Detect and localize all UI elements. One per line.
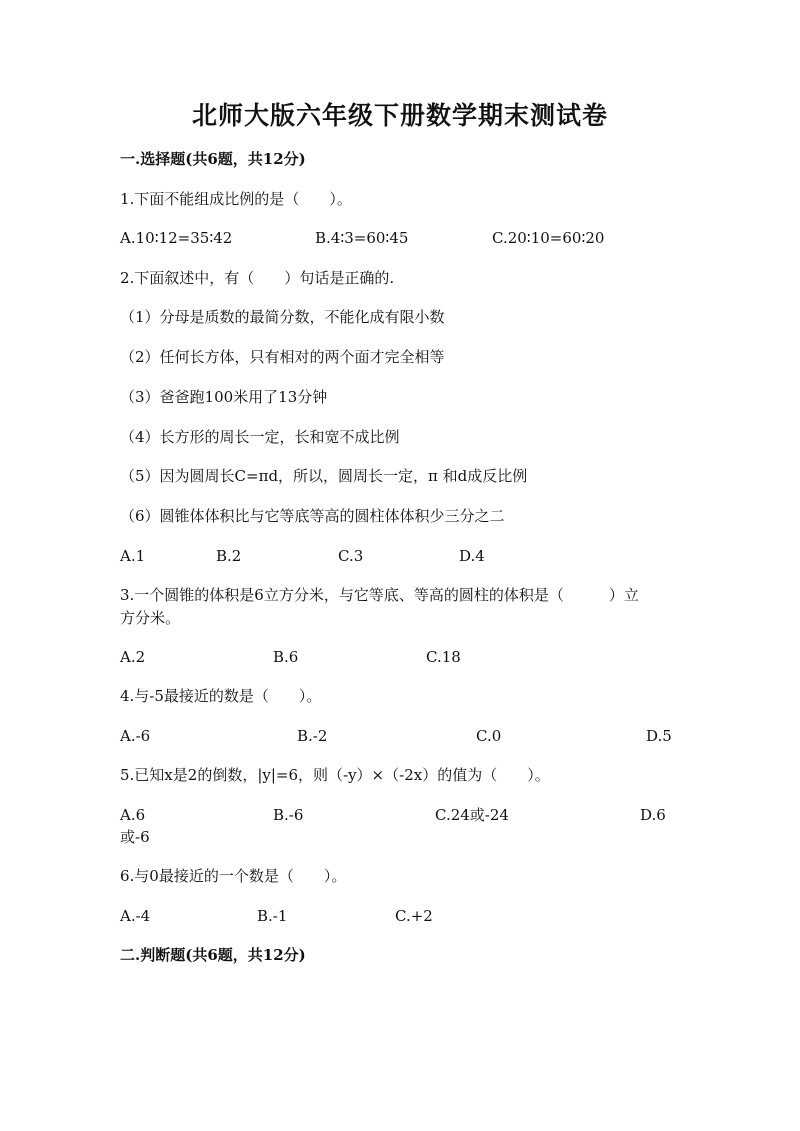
question-1-stem: 1.下面不能组成比例的是（ ）。 (120, 190, 352, 208)
question-6-option-c[interactable]: C.+2 (395, 907, 433, 925)
question-4-option-c[interactable]: C.0 (476, 727, 502, 745)
page-title: 北师大版六年级下册数学期末测试卷 (191, 101, 608, 130)
question-5-stem: 5.已知x是2的倒数，|y|=6，则（-y）×（-2x）的值为（ ）。 (120, 766, 550, 784)
question-4-stem: 4.与-5最接近的数是（ ）。 (120, 687, 322, 705)
question-1-option-b[interactable]: B.4∶3=60∶45 (315, 229, 409, 247)
question-2-statement-4: （4）长方形的周长一定，长和宽不成比例 (120, 428, 400, 446)
question-4-option-d[interactable]: D.5 (646, 727, 672, 745)
question-2-option-c[interactable]: C.3 (338, 547, 364, 565)
question-2-statement-5: （5）因为圆周长C=πd，所以，圆周长一定，π 和d成反比例 (120, 467, 528, 485)
question-5-option-d-wrap: 或-6 (120, 828, 150, 846)
question-2-statement-2: （2）任何长方体，只有相对的两个面才完全相等 (120, 348, 445, 366)
question-2-option-d[interactable]: D.4 (459, 547, 485, 565)
section-2-heading: 二.判断题(共6题，共12分) (120, 946, 306, 964)
question-6-stem: 6.与0最接近的一个数是（ ）。 (120, 867, 347, 885)
question-5-option-d[interactable]: D.6 (640, 806, 666, 824)
question-4-option-a[interactable]: A.-6 (120, 727, 151, 745)
section-1-heading: 一.选择题(共6题，共12分) (120, 150, 306, 168)
question-5-option-b[interactable]: B.-6 (273, 806, 304, 824)
question-3-option-a[interactable]: A.2 (120, 648, 146, 666)
question-6-option-b[interactable]: B.-1 (257, 907, 288, 925)
question-6-option-a[interactable]: A.-4 (120, 907, 151, 925)
question-2-statement-3: （3）爸爸跑100米用了13分钟 (120, 388, 328, 406)
question-5-option-c[interactable]: C.24或-24 (435, 806, 509, 824)
question-3-stem-line-2: 方分米。 (120, 609, 181, 627)
question-3-stem-line-1: 3.一个圆锥的体积是6立方分米，与它等底、等高的圆柱的体积是（ ）立 (120, 586, 639, 604)
question-5-option-a[interactable]: A.6 (120, 806, 146, 824)
question-2-option-b[interactable]: B.2 (216, 547, 242, 565)
question-2-statement-6: （6）圆锥体体积比与它等底等高的圆柱体体积少三分之二 (120, 507, 505, 525)
question-2-option-a[interactable]: A.1 (120, 547, 146, 565)
question-3-option-c[interactable]: C.18 (426, 648, 461, 666)
question-2-statement-1: （1）分母是质数的最简分数，不能化成有限小数 (120, 308, 445, 326)
question-3-option-b[interactable]: B.6 (273, 648, 299, 666)
question-1-option-a[interactable]: A.10∶12=35∶42 (120, 229, 233, 247)
question-4-option-b[interactable]: B.-2 (297, 727, 328, 745)
question-2-stem: 2.下面叙述中，有（ ）句话是正确的. (120, 269, 395, 287)
question-1-option-c[interactable]: C.20∶10=60∶20 (492, 229, 605, 247)
